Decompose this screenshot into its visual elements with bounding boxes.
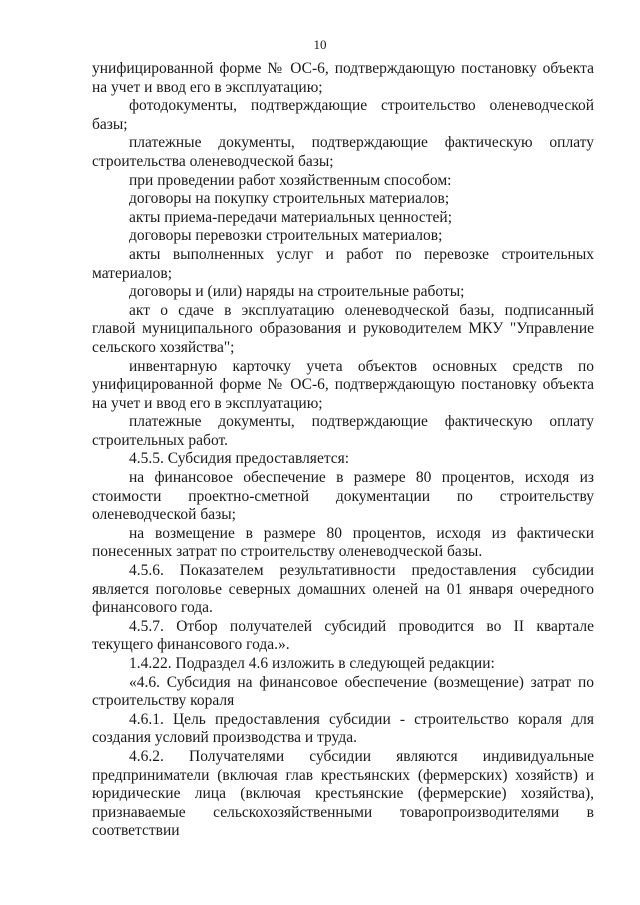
document-body	[92, 60, 594, 841]
paragraph: договоры перевозки строительных материалов;	[129, 227, 443, 245]
paragraph: 4.5.7. Отбор получателей субсидий проводится во II квартале текущего финансового года.».	[92, 617, 594, 654]
paragraph: договоры и (или) наряды на строительные работы;	[129, 283, 465, 301]
paragraph: 4.5.6. Показателем результативности предоставления субсидии является поголовье северных домашних оленей на 01 января очередного финансового года.	[92, 562, 594, 617]
paragraph: «4.6. Субсидия на финансовое обеспечение (возмещение) затрат по строительству кораля	[92, 673, 594, 710]
paragraph: на финансовое обеспечение в размере 80 процентов, исходя из стоимости проектно-сметной документации по строительству оленеводческой базы;	[92, 469, 594, 524]
paragraph: договоры на покупку строительных материалов;	[129, 190, 450, 208]
paragraph: 4.5.5. Субсидия предоставляется:	[129, 450, 350, 468]
paragraph: фотодокументы, подтверждающие строительство оленеводческой базы;	[92, 97, 594, 133]
paragraph: платежные документы, подтверждающие фактическую оплату строительных работ.	[92, 413, 594, 449]
paragraph: акты выполненных услуг и работ по перевозке строительных материалов;	[92, 245, 594, 282]
paragraph: акты приема-передачи материальных ценностей;	[129, 208, 453, 226]
paragraph: унифицированной форме № ОС-6, подтверждающую постановку объекта на учет и ввод его в эксплуатацию;	[92, 60, 594, 96]
page-number: 10	[313, 37, 327, 52]
paragraph: 4.6.1. Цель предоставления субсидии - строительство кораля для создания условий производства и труда.	[92, 710, 594, 747]
paragraph: 1.4.22. Подраздел 4.6 изложить в следующей редакции:	[129, 655, 495, 672]
paragraph: 4.6.2. Получателями субсидии являются индивидуальные предприниматели (включая глав крестьянских (фермерских) хозяйств) и юридические лица (включая крестьянские (фермерские) хозяйства), признаваемые сельскохозяйственными товаропроизводителями в соответствии	[92, 747, 594, 840]
paragraph: платежные документы, подтверждающие фактическую оплату строительства оленеводческой базы;	[92, 134, 594, 170]
paragraph: на возмещение в размере 80 процентов, исходя из фактически понесенных затрат по строительству оленеводческой базы.	[92, 524, 594, 561]
paragraph: при проведении работ хозяйственным способом:	[129, 171, 452, 189]
paragraph: акт о сдаче в эксплуатацию оленеводческой базы, подписанный главой муниципального образования и руководителем МКУ "Управление сельского хозяйства";	[92, 301, 594, 356]
paragraph: инвентарную карточку учета объектов основных средств по унифицированной форме № ОС-6, подтверждающую постановку объекта на учет и ввод его в эксплуатацию;	[92, 357, 594, 412]
